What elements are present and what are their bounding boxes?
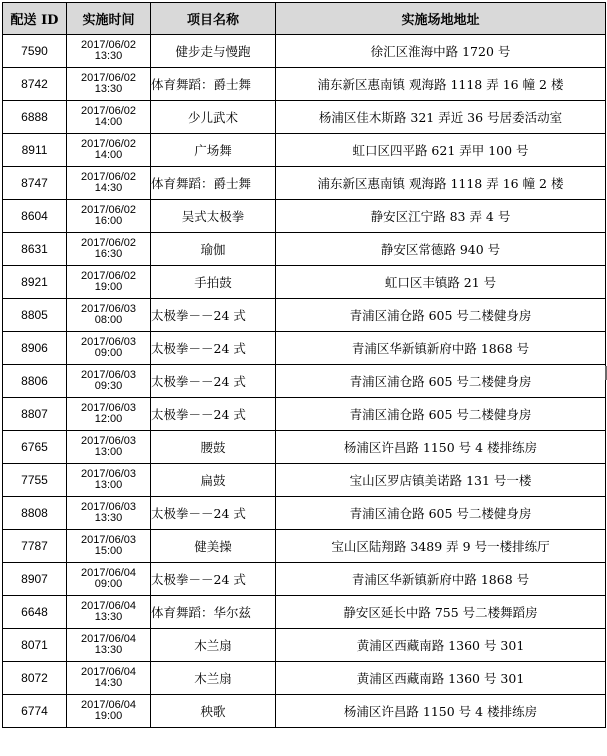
cell-time [67, 299, 151, 332]
cell-address: 静安区江宁路 83 弄 4 号 [276, 200, 606, 233]
cell-time [67, 596, 151, 629]
cell-date: 2017/06/02 [80, 204, 137, 216]
cell-address: 宝山区陆翔路 3489 弄 9 号一楼排练厅 [276, 530, 606, 563]
cell-project: 体育舞蹈：爵士舞 [151, 68, 276, 101]
cell-id: 8071 [3, 629, 67, 662]
cell-date: 2017/06/02 [80, 72, 137, 84]
cell-address: 宝山区罗店镇美诺路 131 号一楼 [276, 464, 606, 497]
cell-project: 太极拳－－24 式 [151, 563, 276, 596]
cell-project: 太极拳－－24 式 [151, 332, 276, 365]
cell-clock: 15:00 [94, 545, 123, 557]
table-row [3, 332, 606, 365]
cell-date: 2017/06/03 [80, 468, 137, 480]
table-row [3, 695, 606, 728]
cell-address: 青浦区浦仓路 605 号二楼健身房 [276, 497, 606, 530]
cell-date: 2017/06/03 [80, 369, 137, 381]
table-header [3, 3, 606, 35]
cell-project: 吴式太极拳 [151, 200, 276, 233]
cell-clock: 09:00 [94, 347, 123, 359]
cell-id: 8906 [3, 332, 67, 365]
cell-time [67, 35, 151, 68]
cell-project: 体育舞蹈：爵士舞 [151, 167, 276, 200]
cell-time [67, 134, 151, 167]
cell-clock: 19:00 [94, 281, 123, 293]
cell-clock: 13:30 [94, 644, 123, 656]
cell-address: 浦东新区惠南镇 观海路 1118 弄 16 幢 2 楼 [276, 68, 606, 101]
cell-clock: 13:30 [94, 50, 123, 62]
cell-date: 2017/06/02 [80, 171, 137, 183]
cell-date: 2017/06/02 [80, 270, 137, 282]
table-row [3, 629, 606, 662]
cell-id: 6648 [3, 596, 67, 629]
cell-date: 2017/06/03 [80, 336, 137, 348]
cell-project: 健步走与慢跑 [151, 35, 276, 68]
cell-clock: 13:00 [94, 479, 123, 491]
cell-project: 扁鼓 [151, 464, 276, 497]
cell-clock: 08:00 [94, 314, 123, 326]
cell-clock: 19:00 [94, 710, 123, 722]
cell-date: 2017/06/02 [80, 39, 137, 51]
table-row [3, 266, 606, 299]
cell-id: 8747 [3, 167, 67, 200]
cell-address: 青浦区华新镇新府中路 1868 号 [276, 332, 606, 365]
cell-id: 8907 [3, 563, 67, 596]
cell-clock: 12:00 [94, 413, 123, 425]
cell-time [67, 365, 151, 398]
cell-time [67, 167, 151, 200]
cell-id: 8072 [3, 662, 67, 695]
cell-id: 8742 [3, 68, 67, 101]
cell-date: 2017/06/02 [80, 138, 137, 150]
cell-id: 8604 [3, 200, 67, 233]
table-row [3, 464, 606, 497]
cell-time [67, 266, 151, 299]
cell-id: 8805 [3, 299, 67, 332]
table-row [3, 68, 606, 101]
cell-id: 8631 [3, 233, 67, 266]
cell-date: 2017/06/04 [80, 699, 137, 711]
cell-project: 秧歌 [151, 695, 276, 728]
cell-date: 2017/06/04 [80, 567, 137, 579]
cell-address: 青浦区浦仓路 605 号二楼健身房 [276, 365, 606, 398]
cell-address: 青浦区浦仓路 605 号二楼健身房 [276, 299, 606, 332]
table-row [3, 134, 606, 167]
cell-address: 虹口区四平路 621 弄甲 100 号 [276, 134, 606, 167]
cell-date: 2017/06/03 [80, 534, 137, 546]
cell-address: 青浦区浦仓路 605 号二楼健身房 [276, 398, 606, 431]
table-row [3, 530, 606, 563]
cell-clock: 14:00 [94, 116, 123, 128]
table-row [3, 200, 606, 233]
table-row [3, 365, 606, 398]
cell-clock: 09:30 [94, 380, 123, 392]
cell-id: 6765 [3, 431, 67, 464]
cell-id: 6774 [3, 695, 67, 728]
cell-clock: 16:30 [94, 248, 123, 260]
cell-project: 太极拳－－24 式 [151, 497, 276, 530]
cell-time [67, 464, 151, 497]
table-body [3, 35, 606, 728]
table-row [3, 233, 606, 266]
cell-project: 太极拳－－24 式 [151, 365, 276, 398]
cell-project: 腰鼓 [151, 431, 276, 464]
cell-date: 2017/06/02 [80, 237, 137, 249]
cell-address: 虹口区丰镇路 21 号 [276, 266, 606, 299]
table-row [3, 398, 606, 431]
cell-id: 8807 [3, 398, 67, 431]
cell-address: 杨浦区许昌路 1150 号 4 楼排练房 [276, 695, 606, 728]
cell-clock: 13:30 [94, 611, 123, 623]
table-row [3, 101, 606, 134]
cell-project: 少儿武术 [151, 101, 276, 134]
header-address: 实施场地地址 [276, 3, 606, 35]
table-row [3, 431, 606, 464]
table-row [3, 596, 606, 629]
cell-project: 木兰扇 [151, 662, 276, 695]
header-time: 实施时间 [67, 3, 151, 35]
cell-project: 手拍鼓 [151, 266, 276, 299]
cell-date: 2017/06/04 [80, 666, 137, 678]
cell-address: 杨浦区许昌路 1150 号 4 楼排练房 [276, 431, 606, 464]
cell-time [67, 200, 151, 233]
cell-time [67, 398, 151, 431]
cell-id: 8921 [3, 266, 67, 299]
table-row [3, 299, 606, 332]
cell-address: 杨浦区佳木斯路 321 弄近 36 号居委活动室 [276, 101, 606, 134]
cell-time [67, 431, 151, 464]
cell-id: 7590 [3, 35, 67, 68]
cell-project: 木兰扇 [151, 629, 276, 662]
cell-time [67, 497, 151, 530]
cell-id: 8808 [3, 497, 67, 530]
cell-address: 黄浦区西藏南路 1360 号 301 [276, 629, 606, 662]
cell-clock: 14:30 [94, 677, 123, 689]
cell-project: 太极拳－－24 式 [151, 299, 276, 332]
cell-address: 静安区延长中路 755 号二楼舞蹈房 [276, 596, 606, 629]
cell-address: 浦东新区惠南镇 观海路 1118 弄 16 幢 2 楼 [276, 167, 606, 200]
cell-date: 2017/06/03 [80, 435, 137, 447]
cell-id: 8911 [3, 134, 67, 167]
table-row [3, 563, 606, 596]
cell-date: 2017/06/03 [80, 402, 137, 414]
cell-clock: 13:30 [94, 83, 123, 95]
cell-time [67, 563, 151, 596]
cell-id: 7787 [3, 530, 67, 563]
cell-address: 静安区常德路 940 号 [276, 233, 606, 266]
cell-time [67, 68, 151, 101]
cell-date: 2017/06/03 [80, 501, 137, 513]
cell-time [67, 530, 151, 563]
table-row [3, 167, 606, 200]
header-id: 配送 ID [3, 3, 67, 35]
cell-clock: 09:00 [94, 578, 123, 590]
table-row [3, 35, 606, 68]
cell-time [67, 332, 151, 365]
cell-date: 2017/06/02 [80, 105, 137, 117]
cell-clock: 14:30 [94, 182, 123, 194]
cell-time [67, 233, 151, 266]
cell-address: 徐汇区淮海中路 1720 号 [276, 35, 606, 68]
cell-project: 健美操 [151, 530, 276, 563]
cell-clock: 16:00 [94, 215, 123, 227]
table-row [3, 662, 606, 695]
cell-time [67, 629, 151, 662]
schedule-table [2, 2, 606, 728]
cell-id: 7755 [3, 464, 67, 497]
cell-project: 瑜伽 [151, 233, 276, 266]
cell-project: 广场舞 [151, 134, 276, 167]
cell-address: 青浦区华新镇新府中路 1868 号 [276, 563, 606, 596]
header-row [3, 3, 606, 35]
cell-project: 体育舞蹈：华尔兹 [151, 596, 276, 629]
cell-date: 2017/06/03 [80, 303, 137, 315]
cell-address: 黄浦区西藏南路 1360 号 301 [276, 662, 606, 695]
cell-id: 8806 [3, 365, 67, 398]
cell-time [67, 101, 151, 134]
cell-id: 6888 [3, 101, 67, 134]
cell-time [67, 662, 151, 695]
table-row [3, 497, 606, 530]
cell-date: 2017/06/04 [80, 600, 137, 612]
cell-clock: 14:00 [94, 149, 123, 161]
header-project: 项目名称 [151, 3, 276, 35]
cell-time [67, 695, 151, 728]
cell-clock: 13:00 [94, 446, 123, 458]
cell-date: 2017/06/04 [80, 633, 137, 645]
cell-clock: 13:30 [94, 512, 123, 524]
cell-project: 太极拳－－24 式 [151, 398, 276, 431]
